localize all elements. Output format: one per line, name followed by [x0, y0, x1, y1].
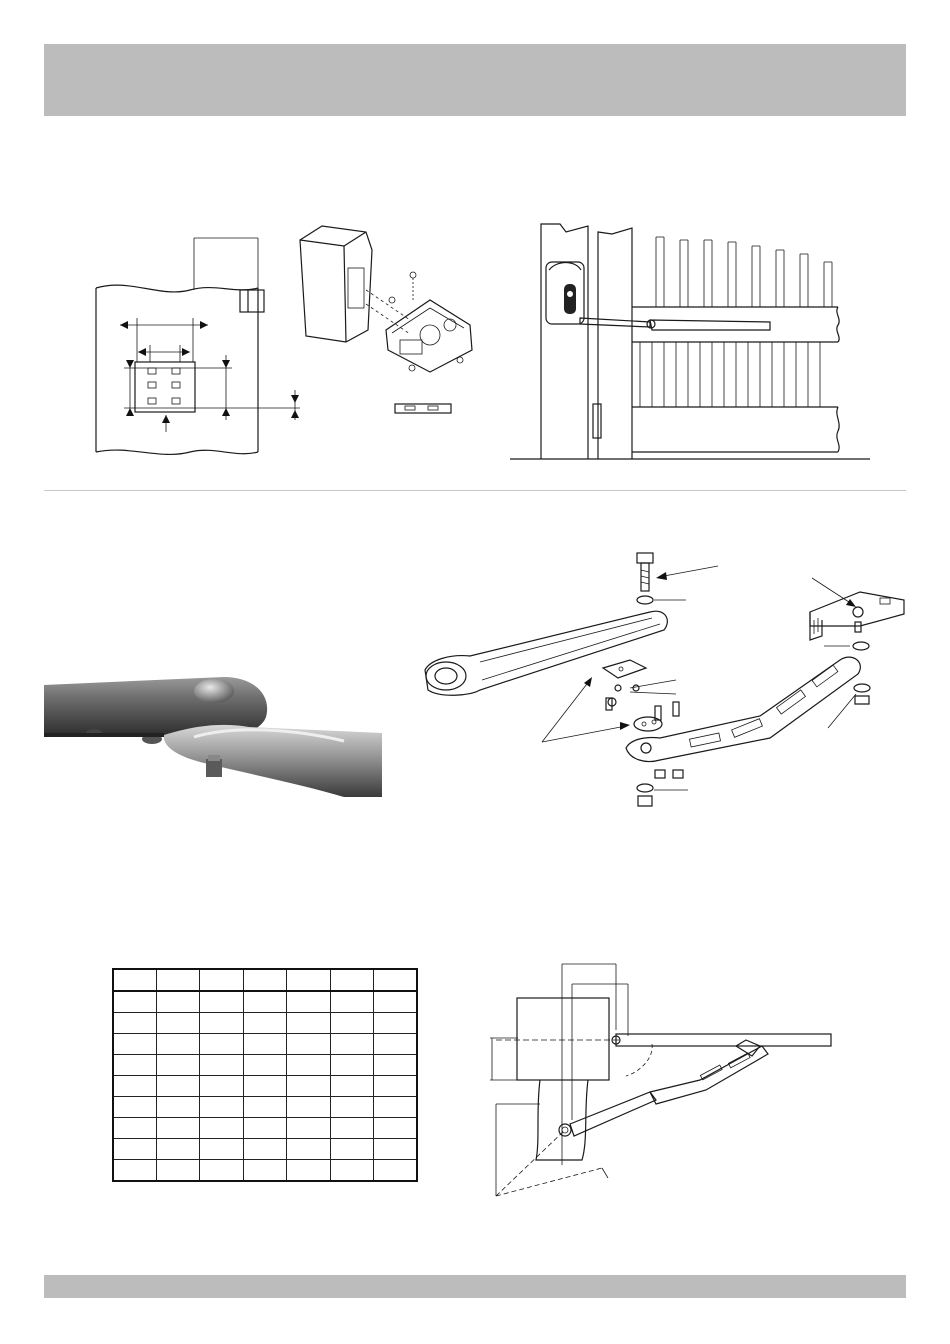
footer-bar — [44, 1275, 906, 1298]
